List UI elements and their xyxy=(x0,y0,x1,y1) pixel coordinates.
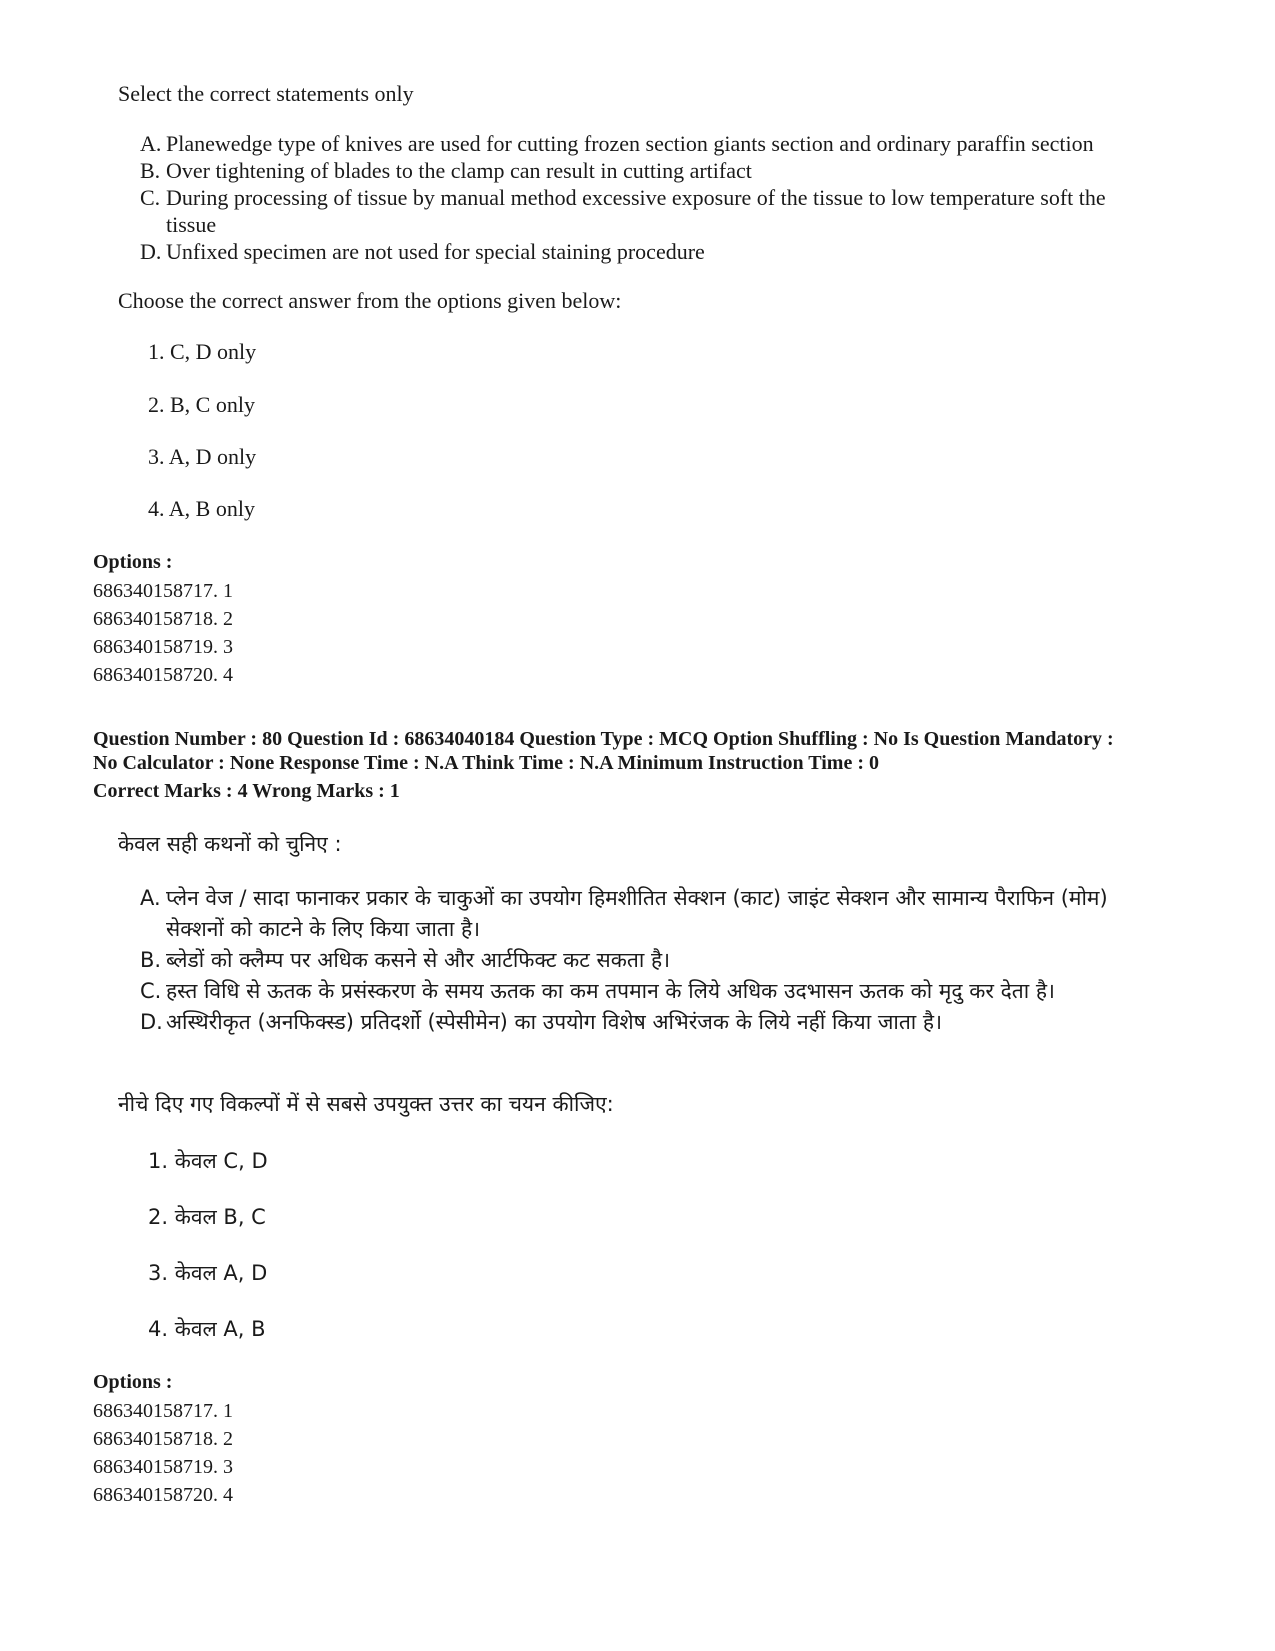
answer-choices-hindi xyxy=(118,1147,1198,1347)
statement-a: A. Planewedge type of knives are used for cutting frozen section giants section and ordinary paraffin section xyxy=(140,131,1094,156)
statement-d: D. Unfixed specimen are not used for special staining procedure xyxy=(140,239,705,264)
statement-list xyxy=(140,130,1140,265)
options-label-80: Options : xyxy=(93,1371,173,1393)
question-prompt-hindi: केवल सही कथनों को चुनिए : xyxy=(118,832,342,856)
options-label: Options : xyxy=(93,551,173,573)
choice-3: 3. A, D only xyxy=(148,444,257,469)
statement-b: B. Over tightening of blades to the clamp can result in cutting artifact xyxy=(140,158,752,183)
question-80-hindi xyxy=(118,830,1198,858)
question-79-english xyxy=(118,80,1198,108)
option-id-4: 686340158720. 4 xyxy=(93,664,233,686)
statement-a-hindi: A. प्लेन वेज / सादा फानाकर प्रकार के चाकुओं का उपयोग हिमशीतित सेक्शन (काट) जाइंट सेक्शन और सामान्य पैराफिन (मोम) सेक्शनों को काटने के लिए किया जाता है। xyxy=(140,886,1108,941)
option-id-1: 686340158717. 1 xyxy=(93,580,233,602)
option-id-2-80: 686340158718. 2 xyxy=(93,1428,233,1450)
option-id-4-80: 686340158720. 4 xyxy=(93,1484,233,1506)
statement-list-hindi xyxy=(140,883,1150,1038)
choice-4-hindi: 4. केवल A, B xyxy=(148,1317,266,1341)
choice-2: 2. B, C only xyxy=(148,392,255,417)
marks-line: Correct Marks : 4 Wrong Marks : 1 xyxy=(93,780,400,802)
option-id-3-80: 686340158719. 3 xyxy=(93,1456,233,1478)
option-id-2: 686340158718. 2 xyxy=(93,608,233,630)
option-id-1-80: 686340158717. 1 xyxy=(93,1400,233,1422)
statement-b-hindi: B. ब्लेडों को क्लैम्प पर अधिक कसने से और आर्टफिक्ट कट सकता है। xyxy=(140,948,671,972)
choice-2-hindi: 2. केवल B, C xyxy=(148,1205,266,1229)
choice-4: 4. A, B only xyxy=(148,496,255,521)
choice-3-hindi: 3. केवल A, D xyxy=(148,1261,268,1285)
choice-1-hindi: 1. केवल C, D xyxy=(148,1149,268,1173)
question-meta: Question Number : 80 Question Id : 68634040184 Question Type : MCQ Option Shuffling : No Is Question Mandatory : No Calculator : None Response Time : N.A Think Time : N.A Minimum Instruction Time : 0 Correct Marks : 4 Wrong Marks : 1 xyxy=(93,727,1193,803)
choice-1: 1. C, D only xyxy=(148,339,257,364)
statement-c-hindi: C. हस्त विधि से ऊतक के प्रसंस्करण के समय ऊतक का कम तपमान के लिये अधिक उदभासन ऊतक को मृदु कर देता है। xyxy=(140,979,1055,1003)
option-id-3: 686340158719. 3 xyxy=(93,636,233,658)
question-prompt: Select the correct statements only xyxy=(118,81,414,106)
statement-d-hindi: D. अस्थिरीकृत (अनफिक्स्ड) प्रतिदर्शो (स्पेसीमेन) का उपयोग विशेष अभिरंजक के लिये नहीं किया जाता है। xyxy=(140,1010,943,1034)
choose-instruction: Choose the correct answer from the options given below: xyxy=(118,288,622,313)
answer-choices xyxy=(118,338,1198,538)
statement-c: C. During processing of tissue by manual method excessive exposure of the tissue to low temperature soft the tissue xyxy=(140,185,1106,237)
choose-instruction-hindi: नीचे दिए गए विकल्पों में से सबसे उपयुक्त उत्तर का चयन कीजिए: xyxy=(118,1092,614,1116)
